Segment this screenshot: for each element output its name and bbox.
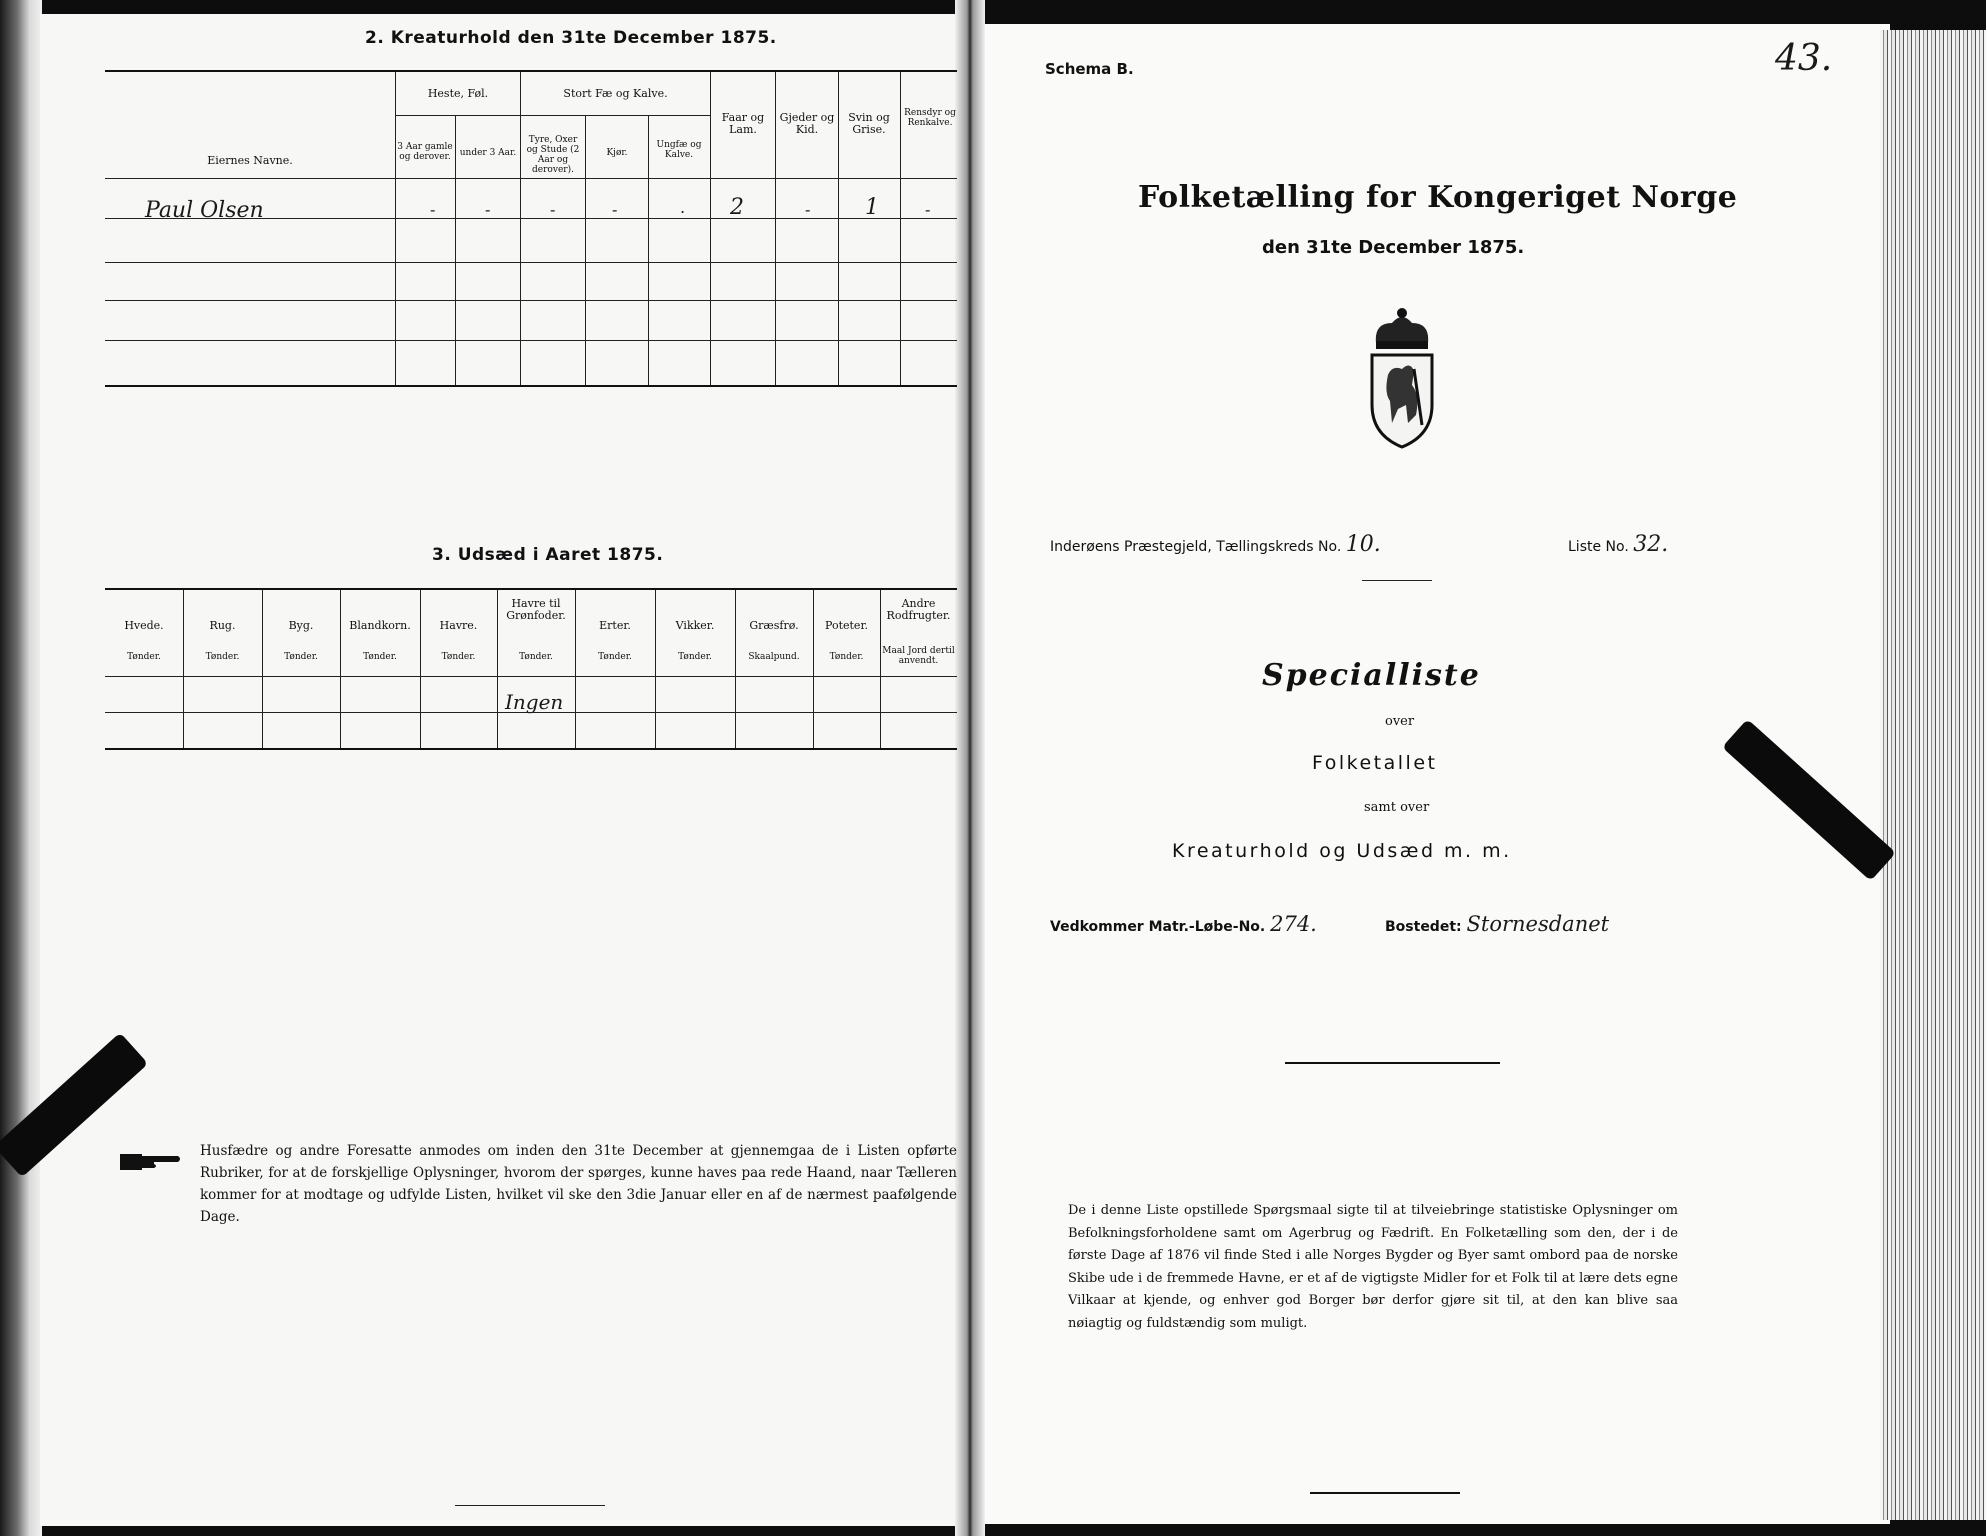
signature-rule [1285,1062,1500,1064]
seed-col-header: Erter. [599,619,631,632]
livestock-table-bottom-rule [105,385,957,387]
seed-col-unit: Tønder. [598,652,632,662]
seed-col-divider [655,590,656,748]
seed-col-header: Havre. [439,619,478,632]
livestock-section-title: 2. Kreaturhold den 31te December 1875. [365,28,777,48]
sheep-header: Faar og Lam. [721,111,765,136]
seed-col-unit: Skaalpund. [748,652,800,662]
seed-col-unit: Maal Jord dertil anvendt. [882,646,955,666]
seed-col-divider [420,590,421,748]
col-divider [775,72,776,385]
cattle-group-header: Stort Fæ og Kalve. [563,87,668,100]
district-number: 10. [1345,532,1381,557]
seed-table-header-rule [105,676,957,677]
census-title: Folketælling for Kongeriget Norge [1138,180,1738,215]
sheep-entry: 2 [730,195,744,220]
horses-3plus-entry: - [430,200,436,219]
samt-over-label: samt over [1364,800,1430,815]
col-divider [648,116,649,385]
seed-col-unit: Tønder. [519,652,553,662]
residence-line [1385,912,1609,936]
cattle-group-rule [520,115,710,116]
horses-under3-header: under 3 Aar. [459,148,517,158]
col-divider [710,72,711,385]
schema-label: Schema B. [1045,60,1134,78]
goats-entry: - [805,200,811,219]
special-list-title: Specialliste [1262,658,1481,693]
seed-col-header: Byg. [288,619,314,632]
seed-col-unit: Tønder. [678,652,712,662]
list-line [1568,532,1668,557]
book-gutter [955,0,985,1536]
seed-col-divider [340,590,341,748]
cows-entry: - [612,200,618,219]
livestock-row-rule [105,300,957,301]
goats-header: Gjeder og Kid. [779,111,835,136]
parish-label: Inderøens Præstegjeld, Tællingskreds No. [1050,539,1342,555]
seed-col-header: Poteter. [825,619,868,632]
seed-col-header: Blandkorn. [349,619,411,632]
horses-under3-entry: - [485,200,491,219]
seed-col-unit: Tønder. [205,652,240,662]
seed-col-unit: Tønder. [284,652,318,662]
col-divider [838,72,839,385]
col-divider [455,116,456,385]
col-divider [520,72,521,385]
owner-name-header: Eiernes Navne. [207,154,293,167]
seed-col-divider [813,590,814,748]
norway-coat-of-arms-icon [1362,305,1442,450]
col-divider [585,116,586,385]
over-label: over [1385,714,1415,729]
livestock-row-rule [105,262,957,263]
owner-name-entry: Paul Olsen [145,198,264,223]
bulls-entry: - [550,200,556,219]
livestock-table-top-rule [105,70,957,72]
seed-col-header: Havre til Grønfoder. [506,597,566,622]
livestock-seed-label: Kreaturhold og Udsæd m. m. [1172,840,1512,862]
seed-col-divider [735,590,736,748]
bulls-header: Tyre, Oxer og Stude (2 Aar og derover). [526,135,580,175]
young-cattle-header: Ungfæ og Kalve. [656,140,702,160]
col-divider [900,72,901,385]
info-paragraph: De i denne Liste opstillede Spørgsmaal sigte til at tilveiebringe statistiske Oplysninger om Befolkningsforholdene samt om Agerbrug og Fædrift. En Folketælling som den, der i de første Dage af 1876 vil finde Sted i alle Norges Bygder og Byer samt ombord paa de norske Skibe ude i de fremmede Havne, er et af de vigtigste Midler for et Folk til at lære dets egne Vilkaar at kjende, og enhver god Borger bør derfor gjøre sit til, at den kan blive saa nøiagtig og fuldstændig som muligt. [1068,1203,1678,1331]
matr-number: 274. [1270,912,1317,936]
seed-col-unit: Tønder. [441,652,476,662]
seed-entry: Ingen [505,690,564,714]
seed-table-top-rule [105,588,957,590]
horses-group-header: Heste, Føl. [427,87,489,100]
book-edge-left [0,0,42,1536]
seed-col-header: Hvede. [124,619,164,632]
seed-col-unit: Tønder. [363,652,397,662]
seed-col-header: Andre Rodfrugter. [886,597,951,622]
seed-col-header: Græsfrø. [749,619,799,632]
left-page [40,14,970,1526]
population-label: Folketallet [1312,752,1438,774]
end-rule [1310,1492,1460,1494]
livestock-table-header-rule [105,178,957,179]
pigs-entry: 1 [865,195,879,220]
book-edge-right [1880,30,1986,1520]
matr-line [1050,912,1317,936]
pigs-header: Svin og Grise. [848,111,890,136]
reindeer-entry: - [925,200,931,219]
seed-col-divider [183,590,184,748]
footnote-end-rule [455,1505,605,1506]
horses-group-rule [395,115,520,116]
page-number: 43. [1775,38,1833,79]
seed-col-divider [262,590,263,748]
seed-col-unit: Tønder. [127,652,161,662]
seed-section-title: 3. Udsæd i Aaret 1875. [432,545,664,565]
seed-col-header: Vikker. [675,619,715,632]
reindeer-header: Rensdyr og Renkalve. [904,108,956,128]
list-number: 32. [1633,532,1669,557]
horses-3plus-header: 3 Aar gamle og derover. [397,142,453,162]
residence-label: Bostedet: [1385,919,1462,935]
seed-col-divider [575,590,576,748]
pointing-hand-icon [120,1150,182,1174]
young-cattle-entry: . [680,198,686,217]
cows-header: Kjør. [606,148,628,158]
footnote-text: Husfædre og andre Foresatte anmodes om inden den 31te December at gjennemgaa de i Listen opførte Rubriker, for at de forskjellige Oplysninger, hvorom der spørges, kunne haves paa rede Haand, naar Tælleren kommer for at modtage og udfylde Listen, hvilket vil ske den 3die Januar eller en af de nærmest paafølgende Dage. [200,1143,957,1225]
seed-col-unit: Tønder. [829,652,864,662]
residence-value: Stornesdanet [1466,912,1610,936]
census-date: den 31te December 1875. [1262,237,1525,258]
seed-table-bottom-rule [105,748,957,750]
livestock-row-rule [105,340,957,341]
seed-col-header: Rug. [209,619,236,632]
matr-label: Vedkommer Matr.-Løbe-No. [1050,919,1266,935]
col-divider [395,72,396,385]
list-label: Liste No. [1568,539,1629,555]
divider-rule [1362,580,1432,581]
parish-line [1050,532,1381,557]
